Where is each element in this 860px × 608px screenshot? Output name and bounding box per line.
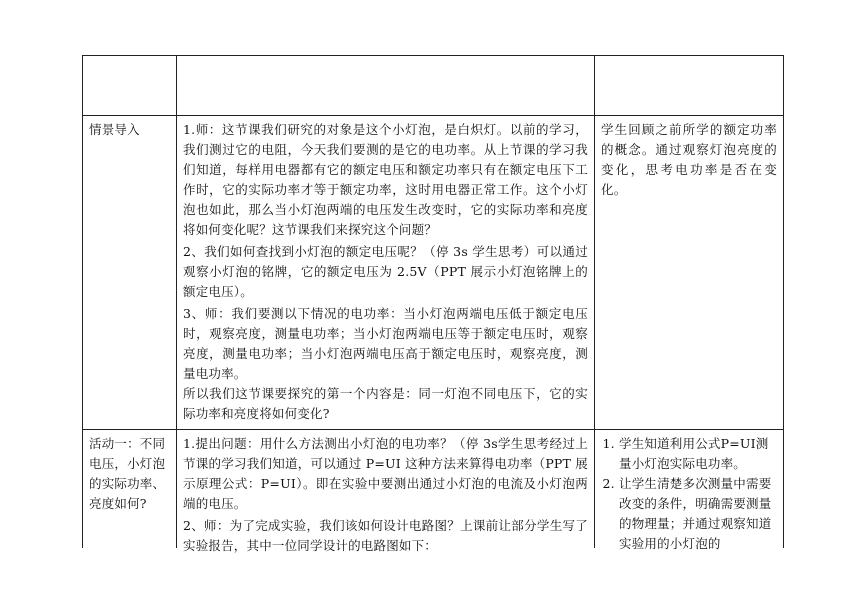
teacher-paragraph: 1.师：这节课我们研究的对象是这个小灯泡，是白炽灯。以前的学习，我们测过它的电阻，今天我们要测的是它的电功率。从上节课的学习我们知道，每样用电器都有它的额定电压和额定功率只有在额定电压下工作时，它的实际功率才等于额定功率，这时用电器正常工作。这个小灯泡也如此，那么当小灯泡两端的电压发生改变时，它的实际功率和亮度将如何变化呢？这节课我们来探究这个问题？ (183, 122, 588, 237)
table-row-intro (83, 116, 784, 430)
teacher-paragraph: 1.提出问题：用什么方法测出小灯泡的电功率？（停 3s学生思考经过上节课的学习我们知道，可以通过 P=UI 这种方法来算得电功率（PPT 展示原理公式：P=UI）。即在实验中要测出通过小灯泡的电流及小灯泡两端的电压。 (183, 436, 588, 511)
student-goal-list (601, 434, 777, 554)
lesson-plan-table (82, 55, 784, 553)
stage-cell (83, 430, 177, 549)
table-row-header (83, 56, 784, 116)
stage-label: 活动一：不同电压，小灯泡的实际功率、亮度如何? (89, 436, 166, 511)
student-activity-cell (595, 116, 784, 430)
teacher-paragraph: 3、师：我们要测以下情况的电功率：当小灯泡两端电压低于额定电压时，观察亮度，测量电功率；当小灯泡两端电压等于额定电压时，观察亮度，测量电功率；当小灯泡两端电压高于额定电压时，观察亮度，测量电功率。 (183, 306, 588, 381)
teacher-activity-cell (177, 116, 595, 430)
teacher-paragraph: 2、我们如何查找到小灯泡的额定电压呢？（停 3s 学生思考）可以通过观察小灯泡的铭牌，它的额定电压为 2.5V（PPT 展示小灯泡铭牌上的额定电压）。 (183, 244, 588, 299)
table-row-activity-one (83, 430, 784, 549)
list-item: 1. 学生知道利用公式P=UI测量小灯泡实际电功率。 (619, 434, 777, 474)
teacher-activity-cell (177, 430, 595, 553)
student-activity-cell (595, 430, 784, 549)
student-paragraph: 学生回顾之前所学的额定功率的概念。通过观察灯泡亮度的变化，思考电功率是否在变化。 (601, 122, 777, 197)
stage-cell (83, 116, 177, 430)
teacher-paragraph: 所以我们这节课要探究的第一个内容是：同一灯泡不同电压下，它的实际功率和亮度将如何变化? (183, 386, 588, 421)
list-item: 2. 让学生清楚多次测量中需要改变的条件，明确需要测量的物理量；并通过观察知道实验用的小灯泡的 (619, 474, 777, 554)
empty-cell (83, 56, 177, 116)
empty-cell (595, 56, 784, 116)
teacher-paragraph: 2、师：为了完成实验，我们该如何设计电路图？上课前让部分学生写了实验报告，其中一位同学设计的电路图如下： (183, 518, 588, 553)
stage-label: 情景导入 (89, 122, 140, 137)
empty-cell (177, 56, 595, 116)
